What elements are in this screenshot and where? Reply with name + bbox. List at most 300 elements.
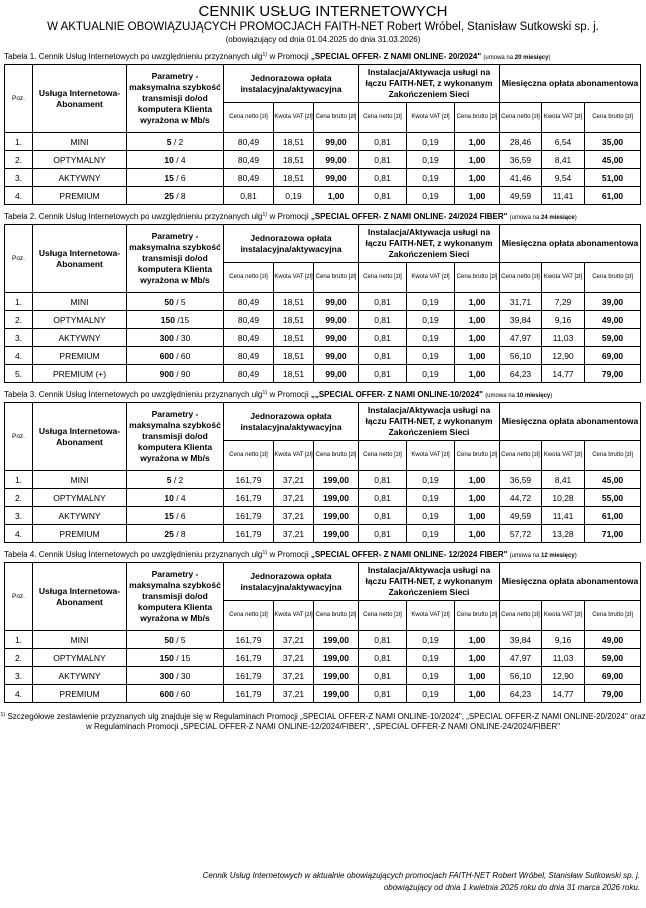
- table-row: [5, 169, 641, 187]
- validity-period: (obowiązujący od dnia 01.04.2025 do dnia 31.03.2026): [225, 35, 421, 44]
- header-gross-price: Cena brutto [zł]: [314, 601, 359, 631]
- header-vat-amount: Kwota VAT [zł]: [274, 601, 314, 631]
- cell-activation-net: 0,81: [359, 187, 407, 205]
- table-row: [5, 187, 641, 205]
- signature-line-1: Cennik Usług Internetowych w aktualnie obowiązujących promocjach FAITH-NET Robert Wróbel, Stanisław Sutkowski sp. j.: [202, 871, 640, 880]
- table-row: [5, 649, 641, 667]
- cell-service-name: AKTYWNY: [33, 667, 127, 685]
- cell-install-net: 80,49: [224, 169, 274, 187]
- cell-install-gross: 199,00: [314, 525, 359, 543]
- cell-install-gross: 99,00: [314, 365, 359, 383]
- table-row: [5, 365, 641, 383]
- speed-download: 50: [164, 296, 174, 307]
- header-one-time-fee: Jednorazowa opłata instalacyjna/aktywacyjna: [224, 65, 359, 103]
- signature-line-2: obowiązujący od dnia 1 kwietnia 2025 roku do dnia 31 marca 2026 roku.: [383, 883, 640, 892]
- cell-monthly-net: 31,71: [500, 293, 542, 311]
- speed-upload: / 8: [176, 528, 186, 539]
- caption-footnote-marker: 1): [262, 390, 268, 396]
- cell-monthly-net: 56,10: [500, 667, 542, 685]
- header-poz: Poz.: [5, 225, 33, 293]
- cell-speed: [127, 667, 224, 685]
- header-gross-price: Cena brutto [zł]: [314, 103, 359, 133]
- cell-activation-vat: 0,19: [407, 649, 455, 667]
- header-activation: Instalacja/Aktywacja usługi na łączu FAITH-NET, z wykonanym Zakończeniem Sieci: [359, 65, 500, 103]
- cell-activation-vat: 0,19: [407, 169, 455, 187]
- cell-install-vat: 18,51: [274, 169, 314, 187]
- header-net-price: Cena netto [zł]: [359, 601, 407, 631]
- cell-activation-net: 0,81: [359, 525, 407, 543]
- cell-install-gross: 199,00: [314, 471, 359, 489]
- cell-monthly-gross: 69,00: [585, 347, 641, 365]
- cell-install-vat: 18,51: [274, 365, 314, 383]
- header-parameters: Parametry - maksymalna szybkość transmisji do/od komputera Klienta wyrażona w Mb/s: [127, 563, 224, 631]
- header-net-price: Cena netto [zł]: [500, 441, 542, 471]
- cell-activation-vat: 0,19: [407, 525, 455, 543]
- speed-upload: /15: [177, 314, 190, 325]
- header-parameters: Parametry - maksymalna szybkość transmisji do/od komputera Klienta wyrażona w Mb/s: [127, 225, 224, 293]
- cell-activation-gross: 1,00: [455, 365, 500, 383]
- table-row: [5, 311, 641, 329]
- cell-activation-gross: 1,00: [455, 187, 500, 205]
- cell-monthly-net: 57,72: [500, 525, 542, 543]
- cell-poz: 4.: [5, 685, 33, 703]
- cell-activation-net: 0,81: [359, 649, 407, 667]
- term-duration: 20 miesięcy: [514, 55, 549, 61]
- cell-monthly-vat: 8,41: [542, 471, 585, 489]
- header-parameters: Parametry - maksymalna szybkość transmisji do/od komputera Klienta wyrażona w Mb/s: [127, 403, 224, 471]
- speed-upload: / 2: [173, 474, 184, 485]
- cell-service-name: OPTYMALNY: [33, 649, 127, 667]
- cell-activation-vat: 0,19: [407, 151, 455, 169]
- cell-activation-vat: 0,19: [407, 329, 455, 347]
- cell-install-net: 80,49: [224, 293, 274, 311]
- price-table: [4, 562, 641, 703]
- header-vat-amount: Kwota VAT [zł]: [274, 441, 314, 471]
- term-suffix: ): [574, 215, 577, 221]
- document-signature: [203, 870, 640, 894]
- cell-monthly-net: 28,46: [500, 133, 542, 151]
- table-row: [5, 667, 641, 685]
- term-suffix: ): [550, 393, 553, 399]
- promotion-name: „SPECIAL OFFER- Z NAMI ONLINE- 12/2024 FIBER": [310, 550, 508, 559]
- contract-term: [510, 215, 577, 221]
- cell-poz: 2.: [5, 151, 33, 169]
- speed-download: 15: [164, 172, 174, 183]
- header-activation: Instalacja/Aktywacja usługi na łączu FAITH-NET, z wykonanym Zakończeniem Sieci: [359, 225, 500, 263]
- cell-monthly-vat: 11,41: [542, 507, 585, 525]
- header-vat-amount: Kwota VAT [zł]: [542, 601, 585, 631]
- cell-install-gross: 99,00: [314, 133, 359, 151]
- cell-service-name: PREMIUM: [33, 685, 127, 703]
- cell-install-gross: 99,00: [314, 329, 359, 347]
- cell-install-vat: 18,51: [274, 329, 314, 347]
- cell-monthly-vat: 11,41: [542, 187, 585, 205]
- cell-install-net: 0,81: [224, 187, 274, 205]
- cell-service-name: OPTYMALNY: [33, 151, 127, 169]
- promotion-name: „„SPECIAL OFFER- Z NAMI ONLINE-10/2024": [310, 390, 483, 399]
- speed-upload: / 5: [176, 634, 186, 645]
- cell-activation-net: 0,81: [359, 347, 407, 365]
- cell-speed: [127, 507, 224, 525]
- header-net-price: Cena netto [zł]: [224, 601, 274, 631]
- table-row: [5, 329, 641, 347]
- cell-service-name: MINI: [33, 133, 127, 151]
- cell-activation-vat: 0,19: [407, 311, 455, 329]
- cell-poz: 2.: [5, 311, 33, 329]
- header-net-price: Cena netto [zł]: [224, 103, 274, 133]
- contract-term: [510, 553, 577, 559]
- cell-speed: [127, 347, 224, 365]
- header-activation: Instalacja/Aktywacja usługi na łączu FAITH-NET, z wykonanym Zakończeniem Sieci: [359, 403, 500, 441]
- cell-monthly-gross: 59,00: [585, 329, 641, 347]
- cell-speed: [127, 151, 224, 169]
- cell-install-vat: 18,51: [274, 151, 314, 169]
- cell-monthly-net: 39,84: [500, 631, 542, 649]
- cell-speed: [127, 187, 224, 205]
- speed-upload: / 60: [176, 688, 191, 699]
- contract-term: [483, 55, 550, 61]
- term-prefix: (umowa na: [509, 215, 541, 221]
- cell-install-net: 161,79: [224, 685, 274, 703]
- table-caption: [4, 550, 646, 561]
- cell-install-vat: 18,51: [274, 347, 314, 365]
- cell-activation-gross: 1,00: [455, 649, 500, 667]
- cell-install-vat: 37,21: [274, 471, 314, 489]
- cell-install-gross: 199,00: [314, 489, 359, 507]
- cell-service-name: MINI: [33, 293, 127, 311]
- footnote: [0, 712, 646, 732]
- cell-activation-net: 0,81: [359, 489, 407, 507]
- cell-activation-gross: 1,00: [455, 471, 500, 489]
- header-vat-amount: Kwota VAT [zł]: [274, 103, 314, 133]
- cell-install-net: 161,79: [224, 507, 274, 525]
- header-gross-price: Cena brutto [zł]: [314, 263, 359, 293]
- table-row: [5, 293, 641, 311]
- cell-monthly-vat: 9,16: [542, 631, 585, 649]
- cell-poz: 4.: [5, 187, 33, 205]
- cell-activation-vat: 0,19: [407, 365, 455, 383]
- header-poz: Poz.: [5, 563, 33, 631]
- page-subtitle: W AKTUALNIE OBOWIĄZUJĄCYCH PROMOCJACH FAITH-NET Robert Wróbel, Stanisław Sutkowski sp. j.: [47, 21, 599, 33]
- speed-upload: / 15: [176, 652, 191, 663]
- header-service: Usługa Internetowa- Abonament: [33, 403, 127, 471]
- cell-service-name: AKTYWNY: [33, 507, 127, 525]
- cell-monthly-net: 41,46: [500, 169, 542, 187]
- cell-install-gross: 199,00: [314, 507, 359, 525]
- cell-monthly-gross: 55,00: [585, 489, 641, 507]
- cell-install-net: 80,49: [224, 365, 274, 383]
- cell-monthly-gross: 79,00: [585, 365, 641, 383]
- header-vat-amount: Kwota VAT [zł]: [542, 263, 585, 293]
- header-net-price: Cena netto [zł]: [359, 103, 407, 133]
- cell-activation-vat: 0,19: [407, 631, 455, 649]
- term-duration: 12 miesięcy: [540, 553, 575, 559]
- cell-monthly-vat: 13,28: [542, 525, 585, 543]
- header-gross-price: Cena brutto [zł]: [585, 441, 641, 471]
- header-vat-amount: Kwota VAT [zł]: [274, 263, 314, 293]
- speed-download: 15: [164, 510, 174, 521]
- cell-monthly-gross: 49,00: [585, 311, 641, 329]
- cell-monthly-net: 44,72: [500, 489, 542, 507]
- price-table: [4, 402, 641, 543]
- cell-speed: [127, 525, 224, 543]
- cell-install-gross: 99,00: [314, 293, 359, 311]
- term-duration: 24 miesiące: [540, 215, 575, 221]
- cell-activation-vat: 0,19: [407, 293, 455, 311]
- cell-activation-gross: 1,00: [455, 685, 500, 703]
- term-prefix: (umowa na: [483, 55, 515, 61]
- header-poz: Poz.: [5, 403, 33, 471]
- cell-install-net: 161,79: [224, 649, 274, 667]
- caption-prefix: Tabela 3. Cennik Usług Internetowych po uwzględnieniu przyznanych ulg: [4, 390, 263, 399]
- cell-activation-vat: 0,19: [407, 685, 455, 703]
- cell-activation-net: 0,81: [359, 685, 407, 703]
- price-table: [4, 64, 641, 205]
- speed-download: 25: [164, 190, 174, 201]
- cell-install-vat: 37,21: [274, 507, 314, 525]
- cell-speed: [127, 329, 224, 347]
- speed-upload: / 6: [176, 172, 186, 183]
- cell-monthly-net: 64,23: [500, 685, 542, 703]
- cell-service-name: PREMIUM (+): [33, 365, 127, 383]
- cell-service-name: OPTYMALNY: [33, 311, 127, 329]
- cell-speed: [127, 649, 224, 667]
- cell-install-net: 80,49: [224, 347, 274, 365]
- cell-poz: 3.: [5, 329, 33, 347]
- speed-download: 300: [159, 332, 174, 343]
- speed-download: 600: [159, 688, 174, 699]
- header-net-price: Cena netto [zł]: [359, 441, 407, 471]
- header-parameters: Parametry - maksymalna szybkość transmisji do/od komputera Klienta wyrażona w Mb/s: [127, 65, 224, 133]
- speed-upload: / 30: [176, 332, 191, 343]
- cell-poz: 4.: [5, 347, 33, 365]
- cell-activation-net: 0,81: [359, 365, 407, 383]
- cell-monthly-gross: 61,00: [585, 187, 641, 205]
- cell-speed: [127, 489, 224, 507]
- cell-install-net: 161,79: [224, 525, 274, 543]
- caption-footnote-marker: 1): [262, 212, 268, 218]
- cell-install-gross: 199,00: [314, 649, 359, 667]
- cell-monthly-vat: 12,90: [542, 347, 585, 365]
- price-tables: [0, 52, 646, 703]
- cell-monthly-gross: 49,00: [585, 631, 641, 649]
- cell-monthly-gross: 45,00: [585, 151, 641, 169]
- cell-poz: 1.: [5, 471, 33, 489]
- cell-poz: 3.: [5, 667, 33, 685]
- cell-install-gross: 99,00: [314, 311, 359, 329]
- cell-speed: [127, 169, 224, 187]
- cell-poz: 2.: [5, 489, 33, 507]
- caption-prefix: Tabela 4. Cennik Usług Internetowych po uwzględnieniu przyznanych ulg: [4, 550, 263, 559]
- document-header: [0, 4, 646, 45]
- header-net-price: Cena netto [zł]: [224, 441, 274, 471]
- cell-install-net: 80,49: [224, 133, 274, 151]
- header-gross-price: Cena brutto [zł]: [455, 601, 500, 631]
- cell-monthly-net: 36,59: [500, 151, 542, 169]
- cell-speed: [127, 293, 224, 311]
- page-title: CENNIK USŁUG INTERNETOWYCH: [198, 3, 448, 20]
- cell-monthly-net: 39,84: [500, 311, 542, 329]
- cell-monthly-gross: 39,00: [585, 293, 641, 311]
- term-duration: 10 miesięcy: [516, 393, 551, 399]
- speed-download: 900: [159, 368, 174, 379]
- cell-install-net: 80,49: [224, 329, 274, 347]
- speed-upload: / 2: [173, 136, 184, 147]
- cell-activation-gross: 1,00: [455, 489, 500, 507]
- caption-prefix: Tabela 2. Cennik Usług Internetowych po uwzględnieniu przyznanych ulg: [4, 212, 263, 221]
- cell-install-vat: 18,51: [274, 133, 314, 151]
- cell-activation-net: 0,81: [359, 311, 407, 329]
- header-gross-price: Cena brutto [zł]: [314, 441, 359, 471]
- cell-install-vat: 0,19: [274, 187, 314, 205]
- cell-activation-vat: 0,19: [407, 507, 455, 525]
- cell-monthly-gross: 79,00: [585, 685, 641, 703]
- cell-monthly-vat: 14,77: [542, 365, 585, 383]
- cell-activation-net: 0,81: [359, 507, 407, 525]
- promotion-name: „SPECIAL OFFER- Z NAMI ONLINE- 24/2024 FIBER": [310, 212, 508, 221]
- header-one-time-fee: Jednorazowa opłata instalacyjna/aktywacyjna: [224, 225, 359, 263]
- term-prefix: (umowa na: [509, 553, 541, 559]
- cell-install-vat: 37,21: [274, 631, 314, 649]
- cell-speed: [127, 685, 224, 703]
- cell-install-gross: 1,00: [314, 187, 359, 205]
- speed-upload: / 90: [176, 368, 191, 379]
- price-table: [4, 224, 641, 383]
- header-net-price: Cena netto [zł]: [500, 601, 542, 631]
- cell-activation-vat: 0,19: [407, 347, 455, 365]
- cell-monthly-net: 47,97: [500, 329, 542, 347]
- term-suffix: ): [574, 553, 577, 559]
- cell-activation-vat: 0,19: [407, 489, 455, 507]
- caption-footnote-marker: 1): [262, 550, 268, 556]
- cell-poz: 3.: [5, 507, 33, 525]
- cell-install-gross: 199,00: [314, 631, 359, 649]
- cell-monthly-net: 49,59: [500, 187, 542, 205]
- cell-activation-net: 0,81: [359, 471, 407, 489]
- cell-activation-gross: 1,00: [455, 631, 500, 649]
- table-row: [5, 471, 641, 489]
- speed-download: 5: [166, 136, 172, 147]
- table-caption: [4, 390, 646, 401]
- table-row: [5, 525, 641, 543]
- header-poz: Poz.: [5, 65, 33, 133]
- cell-service-name: PREMIUM: [33, 525, 127, 543]
- caption-mid: w Promocji: [267, 550, 311, 559]
- table-row: [5, 631, 641, 649]
- cell-monthly-vat: 14,77: [542, 685, 585, 703]
- cell-monthly-vat: 7,29: [542, 293, 585, 311]
- header-net-price: Cena netto [zł]: [500, 103, 542, 133]
- cell-monthly-gross: 51,00: [585, 169, 641, 187]
- cell-monthly-vat: 9,54: [542, 169, 585, 187]
- speed-upload: / 60: [176, 350, 191, 361]
- header-service: Usługa Internetowa- Abonament: [33, 563, 127, 631]
- cell-activation-gross: 1,00: [455, 347, 500, 365]
- cell-poz: 3.: [5, 169, 33, 187]
- speed-download: 150: [159, 652, 174, 663]
- header-gross-price: Cena brutto [zł]: [585, 103, 641, 133]
- cell-install-vat: 37,21: [274, 685, 314, 703]
- cell-poz: 5.: [5, 365, 33, 383]
- header-one-time-fee: Jednorazowa opłata instalacyjna/aktywacyjna: [224, 403, 359, 441]
- cell-speed: [127, 631, 224, 649]
- cell-activation-net: 0,81: [359, 667, 407, 685]
- cell-monthly-gross: 71,00: [585, 525, 641, 543]
- cell-activation-gross: 1,00: [455, 507, 500, 525]
- speed-download: 50: [164, 634, 174, 645]
- cell-service-name: MINI: [33, 631, 127, 649]
- cell-speed: [127, 365, 224, 383]
- cell-activation-net: 0,81: [359, 293, 407, 311]
- cell-monthly-vat: 11,03: [542, 649, 585, 667]
- header-gross-price: Cena brutto [zł]: [455, 103, 500, 133]
- cell-poz: 1.: [5, 293, 33, 311]
- header-net-price: Cena netto [zł]: [359, 263, 407, 293]
- speed-download: 10: [164, 492, 174, 503]
- header-gross-price: Cena brutto [zł]: [455, 263, 500, 293]
- header-one-time-fee: Jednorazowa opłata instalacyjna/aktywacyjna: [224, 563, 359, 601]
- cell-activation-gross: 1,00: [455, 329, 500, 347]
- cell-monthly-gross: 35,00: [585, 133, 641, 151]
- speed-download: 5: [166, 474, 172, 485]
- header-service: Usługa Internetowa- Abonament: [33, 65, 127, 133]
- cell-service-name: AKTYWNY: [33, 169, 127, 187]
- header-net-price: Cena netto [zł]: [224, 263, 274, 293]
- cell-monthly-vat: 8,41: [542, 151, 585, 169]
- header-net-price: Cena netto [zł]: [500, 263, 542, 293]
- cell-service-name: AKTYWNY: [33, 329, 127, 347]
- cell-speed: [127, 133, 224, 151]
- cell-monthly-vat: 12,90: [542, 667, 585, 685]
- promotion-name: „SPECIAL OFFER- Z NAMI ONLINE- 20/2024": [310, 52, 482, 61]
- table-row: [5, 151, 641, 169]
- header-monthly-fee: Miesięczna opłata abonamentowa: [500, 563, 641, 601]
- cell-service-name: MINI: [33, 471, 127, 489]
- speed-upload: / 30: [176, 670, 191, 681]
- cell-activation-gross: 1,00: [455, 525, 500, 543]
- speed-upload: / 8: [176, 190, 186, 201]
- cell-install-net: 161,79: [224, 489, 274, 507]
- cell-activation-gross: 1,00: [455, 169, 500, 187]
- cell-activation-vat: 0,19: [407, 667, 455, 685]
- header-monthly-fee: Miesięczna opłata abonamentowa: [500, 225, 641, 263]
- cell-speed: [127, 471, 224, 489]
- contract-term: [485, 393, 552, 399]
- speed-download: 150: [160, 314, 175, 325]
- table-caption: [4, 212, 646, 223]
- caption-mid: w Promocji: [267, 390, 311, 399]
- cell-monthly-net: 64,23: [500, 365, 542, 383]
- cell-activation-gross: 1,00: [455, 151, 500, 169]
- cell-monthly-net: 36,59: [500, 471, 542, 489]
- cell-service-name: PREMIUM: [33, 347, 127, 365]
- cell-monthly-gross: 45,00: [585, 471, 641, 489]
- header-activation: Instalacja/Aktywacja usługi na łączu FAITH-NET, z wykonanym Zakończeniem Sieci: [359, 563, 500, 601]
- cell-activation-gross: 1,00: [455, 133, 500, 151]
- cell-activation-gross: 1,00: [455, 293, 500, 311]
- table-caption: [4, 52, 646, 63]
- speed-download: 25: [164, 528, 174, 539]
- speed-download: 300: [159, 670, 174, 681]
- term-suffix: ): [548, 55, 551, 61]
- cell-poz: 1.: [5, 631, 33, 649]
- cell-speed: [127, 311, 224, 329]
- header-vat-amount: Kwota VAT [zł]: [407, 441, 455, 471]
- cell-monthly-vat: 9,16: [542, 311, 585, 329]
- cell-poz: 2.: [5, 649, 33, 667]
- cell-activation-net: 0,81: [359, 133, 407, 151]
- cell-monthly-gross: 69,00: [585, 667, 641, 685]
